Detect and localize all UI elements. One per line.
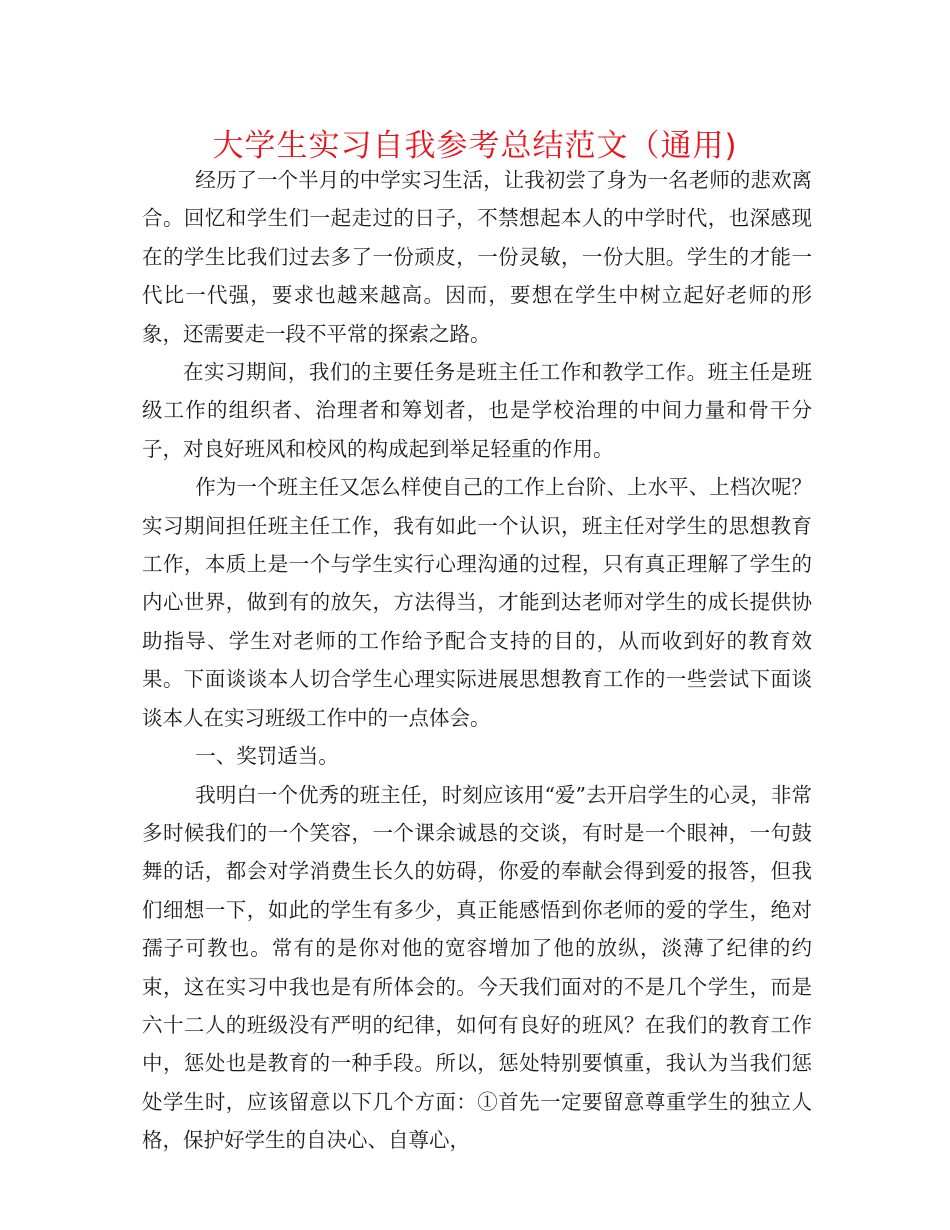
section-heading-rewards-punishments: 一、奖罚适当。 [195, 744, 339, 769]
document-body [142, 161, 812, 1160]
document-title: 大学生实习自我参考总结范文（通用) [212, 128, 738, 164]
paragraph-internship-tasks: 在实习期间，我们的主要任务是班主任工作和教学工作。班主任是班级工作的组织者、治理者和筹划者，也是学校治理的中间力量和骨干分子，对良好班风和校风的构成起到举足轻重的作用。 [142, 360, 812, 461]
paragraph-rewards-punishments: 我明白一个优秀的班主任，时刻应该用“爱”去开启学生的心灵，非常多时候我们的一个笑容，一个课余诚恳的交谈，有时是一个眼神，一句鼓舞的话，都会对学消费生长久的妨碍，你爱的奉献会得到爱的报答，但我们细想一下，如此的学生有多少，真正能感悟到你老师的爱的学生，绝对孺子可教也。常有的是你对他的宽容增加了他的放纵，淡薄了纪律的约束，这在实习中我也是有所体会的。今天我们面对的不是几个学生，而是六十二人的班级没有严明的纪律，如何有良好的班风？在我们的教育工作中，惩处也是教育的一种手段。所以，惩处特别要慎重，我认为当我们惩处学生时，应该留意以下几个方面：①首先一定要留意尊重学生的独立人格，保护好学生的自决心、自尊心， [142, 782, 812, 1153]
paragraph-intro: 经历了一个半月的中学实习生活，让我初尝了身为一名老师的悲欢离合。回忆和学生们一起走过的日子，不禁想起本人的中学时代，也深感现在的学生比我们过去多了一份顽皮，一份灵敏，一份大胆。学生的才能一代比一代强，要求也越来越高。因而，要想在学生中树立起好老师的形象，还需要走一段不平常的探索之路。 [142, 168, 812, 346]
paragraph-head-teacher-work: 作为一个班主任又怎么样使自己的工作上台阶、上水平、上档次呢？实习期间担任班主任工作，我有如此一个认识，班主任对学生的思想教育工作，本质上是一个与学生实行心理沟通的过程，只有真正理解了学生的内心世界，做到有的放矢，方法得当，才能到达老师对学生的成长提供协助指导、学生对老师的工作给予配合支持的目的，从而收到好的教育效果。下面谈谈本人切合学生心理实际进展思想教育工作的一些尝试下面谈谈本人在实习班级工作中的一点体会。 [142, 475, 812, 730]
